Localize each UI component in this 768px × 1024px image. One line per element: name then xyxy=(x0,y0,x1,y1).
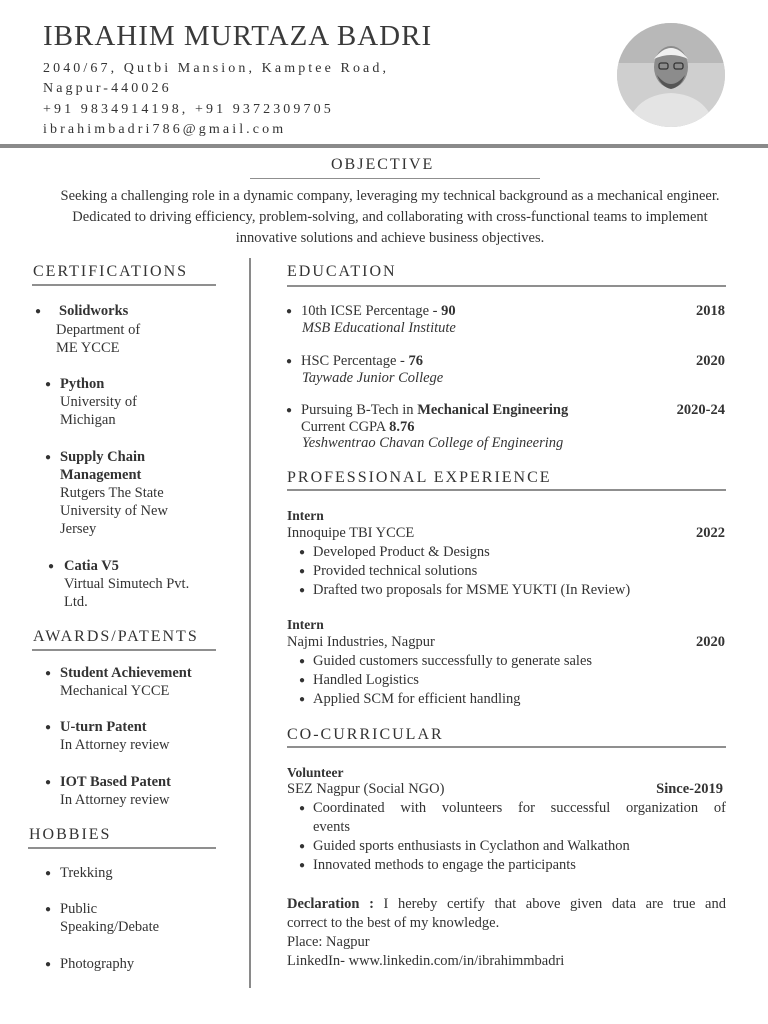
job-1-year: 2022 xyxy=(696,525,725,541)
objective-heading: OBJECTIVE xyxy=(331,156,435,173)
hobbies-heading: HOBBIES xyxy=(29,826,112,843)
cert-python-detail-1: University of xyxy=(60,394,137,410)
cert-scm-detail-1: Rutgers The State xyxy=(60,485,164,501)
declaration-text-1: I hereby certify that above given data are true and xyxy=(373,896,726,912)
cert-solidworks-name: Solidworks xyxy=(59,303,129,319)
edu-cgpa-label: Current CGPA xyxy=(301,419,390,435)
bullet-icon: ● xyxy=(45,904,52,915)
edu-icse-year: 2018 xyxy=(696,303,725,319)
hobbies-divider xyxy=(28,847,216,849)
job-2-org: Najmi Industries, Nagpur xyxy=(287,634,435,650)
hobby-photography: Photography xyxy=(60,956,135,972)
address-line-2: Nagpur-440026 xyxy=(43,81,172,96)
job-1-point-3: Drafted two proposals for MSME YUKTI (In Review) xyxy=(313,582,631,598)
edu-cgpa-value: 8.76 xyxy=(389,419,415,435)
header-divider xyxy=(0,144,768,148)
edu-btech-value: Mechanical Engineering xyxy=(417,402,569,418)
cert-solidworks-detail-1: Department of xyxy=(56,322,141,338)
cert-solidworks-detail-2: ME YCCE xyxy=(56,340,120,356)
cert-catia-detail-2: Ltd. xyxy=(64,594,88,610)
bullet-icon: ● xyxy=(299,656,306,667)
award-1-detail: Mechanical YCCE xyxy=(60,683,170,699)
profile-photo xyxy=(617,23,725,127)
cocurricular-point-1: Coordinated with volunteers for successful organization of xyxy=(313,800,726,816)
edu-btech-year: 2020-24 xyxy=(676,402,725,418)
education-divider xyxy=(287,285,726,287)
cocurricular-heading: CO-CURRICULAR xyxy=(287,726,444,743)
linkedin-link[interactable]: LinkedIn- www.linkedin.com/in/ibrahimmbadri xyxy=(287,953,565,969)
bullet-icon: ● xyxy=(299,547,306,558)
cert-scm-detail-3: Jersey xyxy=(60,521,97,537)
job-2-point-1: Guided customers successfully to generate sales xyxy=(313,653,593,669)
bullet-icon: ● xyxy=(35,306,42,317)
bullet-icon: ● xyxy=(286,306,293,317)
edu-btech-school: Yeshwentrao Chavan College of Engineering xyxy=(302,435,564,451)
cert-scm-name-2: Management xyxy=(60,467,142,483)
bullet-icon: ● xyxy=(45,379,52,390)
bullet-icon: ● xyxy=(45,668,52,679)
bullet-icon: ● xyxy=(299,694,306,705)
bullet-icon: ● xyxy=(45,959,52,970)
cocurricular-divider xyxy=(287,746,726,748)
job-2-point-2: Handled Logistics xyxy=(313,672,419,688)
bullet-icon: ● xyxy=(299,803,306,814)
hobby-public-2: Speaking/Debate xyxy=(60,919,160,935)
address-line-1: 2040/67, Qutbi Mansion, Kamptee Road, xyxy=(43,61,390,76)
job-1-org: Innoquipe TBI YCCE xyxy=(287,525,415,541)
bullet-icon: ● xyxy=(48,561,55,572)
cocurricular-point-3: Innovated methods to engage the participants xyxy=(313,857,576,873)
education-heading: EDUCATION xyxy=(287,263,397,280)
objective-text: Seeking a challenging role in a dynamic company, leveraging my technical background as a mechanical engineer. Dedicated to driving efficiency, problem-solving, and collaborating with cross-functional teams to implement innovative solutions and achieve business objectives. xyxy=(60,188,720,246)
column-divider xyxy=(249,258,251,988)
awards-divider xyxy=(32,649,216,651)
cocurricular-point-1-cont: events xyxy=(313,819,351,835)
award-3-name: IOT Based Patent xyxy=(60,774,171,790)
awards-heading: AWARDS/PATENTS xyxy=(33,628,199,645)
cocurricular-point-2: Guided sports enthusiasts in Cyclathon and Walkathon xyxy=(313,838,630,854)
job-2-year: 2020 xyxy=(696,634,725,650)
hobby-trekking: Trekking xyxy=(60,865,113,881)
certifications-heading: CERTIFICATIONS xyxy=(33,263,189,280)
job-1-point-1: Developed Product & Designs xyxy=(313,544,490,560)
bullet-icon: ● xyxy=(286,356,293,367)
cocurricular-year: Since-2019 xyxy=(656,781,723,797)
cert-catia-name: Catia V5 xyxy=(64,558,119,574)
job-1-point-2: Provided technical solutions xyxy=(313,563,478,579)
phone-numbers: +91 9834914198, +91 9372309705 xyxy=(43,102,334,117)
certifications-divider xyxy=(32,284,216,286)
cert-python-detail-2: Michigan xyxy=(60,412,116,428)
award-1-name: Student Achievement xyxy=(60,665,192,681)
job-2-point-3: Applied SCM for efficient handling xyxy=(313,691,521,707)
bullet-icon: ● xyxy=(299,585,306,596)
job-1-role: Intern xyxy=(287,508,324,523)
edu-hsc-school: Taywade Junior College xyxy=(302,370,444,386)
declaration-place: Place: Nagpur xyxy=(287,934,370,950)
edu-icse-value: 90 xyxy=(441,303,456,319)
award-3-detail: In Attorney review xyxy=(60,792,170,808)
declaration-label: Declaration : xyxy=(287,896,374,912)
declaration-text-2: correct to the best of my knowledge. xyxy=(287,915,500,931)
cert-catia-detail-1: Virtual Simutech Pvt. xyxy=(64,576,190,592)
candidate-name: IBRAHIM MURTAZA BADRI xyxy=(43,20,433,52)
cert-scm-name-1: Supply Chain xyxy=(60,449,146,465)
email-address: ibrahimbadri786@gmail.com xyxy=(43,122,287,137)
cert-scm-detail-2: University of New xyxy=(60,503,168,519)
bullet-icon: ● xyxy=(299,860,306,871)
experience-heading: PROFESSIONAL EXPERIENCE xyxy=(287,469,552,486)
hobby-public-1: Public xyxy=(60,901,98,917)
bullet-icon: ● xyxy=(45,722,52,733)
job-2-role: Intern xyxy=(287,617,324,632)
award-2-name: U-turn Patent xyxy=(60,719,147,735)
objective-divider xyxy=(250,178,540,179)
edu-hsc-year: 2020 xyxy=(696,353,725,369)
bullet-icon: ● xyxy=(299,675,306,686)
edu-icse-school: MSB Educational Institute xyxy=(302,320,456,336)
edu-btech-label: Pursuing B-Tech in xyxy=(301,402,418,418)
bullet-icon: ● xyxy=(299,566,306,577)
bullet-icon: ● xyxy=(45,452,52,463)
edu-hsc-value: 76 xyxy=(408,353,424,369)
bullet-icon: ● xyxy=(45,868,52,879)
experience-divider xyxy=(287,489,726,491)
award-2-detail: In Attorney review xyxy=(60,737,170,753)
edu-hsc-label: HSC Percentage - xyxy=(301,353,409,369)
cocurricular-org: SEZ Nagpur (Social NGO) xyxy=(287,781,445,797)
bullet-icon: ● xyxy=(299,841,306,852)
cocurricular-role: Volunteer xyxy=(287,765,344,780)
bullet-icon: ● xyxy=(45,777,52,788)
cert-python-name: Python xyxy=(60,376,105,392)
edu-icse-label: 10th ICSE Percentage - xyxy=(301,303,442,319)
bullet-icon: ● xyxy=(286,405,293,416)
